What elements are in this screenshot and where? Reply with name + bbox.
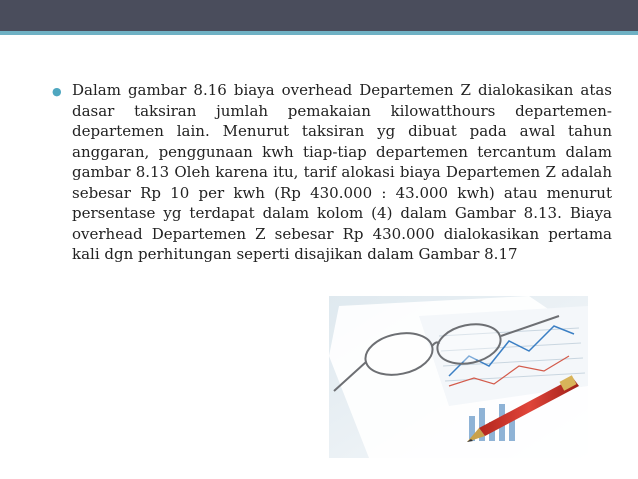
glasses-pen-chart-photo (329, 296, 588, 458)
slide-content (52, 80, 612, 265)
bullet-dot-icon: ● (52, 85, 62, 98)
bullet-text: Dalam gambar 8.16 biaya overhead Departemen Z dialokasikan atas dasar taksiran jumlah pemakaian kilowatthours departemen-departemen lain. Menurut taksiran yg dibuat pada awal tahun anggaran, penggunaan kwh tiap-tiap departemen tercantum dalam gambar 8.13 Oleh karena itu, tarif alokasi biaya Departemen Z adalah sebesar Rp 10 per kwh (Rp 430.000 : 43.000 kwh) atau menurut persentase yg terdapat dalam kolom (4) dalam Gambar 8.13. Biaya overhead Departemen Z sebesar Rp 430.000 dialokasikan pertama kali dgn perhitungan seperti disajikan dalam Gambar 8.17 (72, 81, 612, 263)
bullet-item (52, 80, 612, 265)
accent-stripe (0, 31, 638, 35)
header-bar (0, 0, 638, 31)
